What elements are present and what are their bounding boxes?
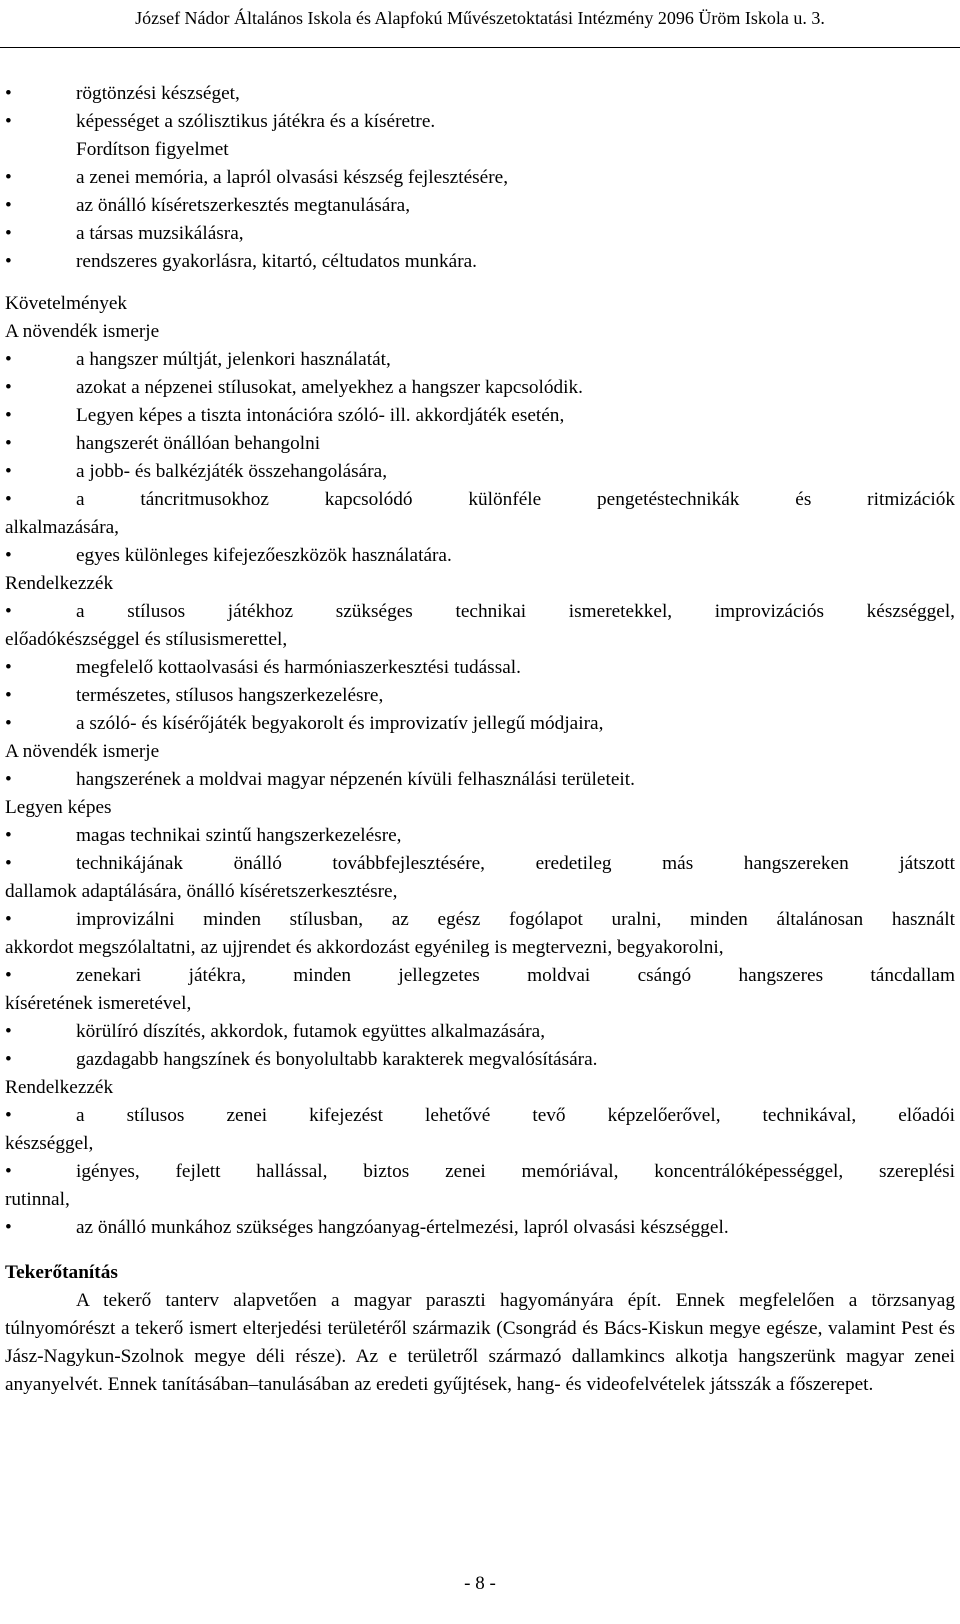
bullet-item <box>5 1102 955 1130</box>
bullet-icon: • <box>5 657 12 678</box>
bullet-icon: • <box>5 1021 12 1042</box>
bullet-item <box>5 1046 955 1074</box>
header-rule <box>0 47 960 48</box>
text-line: Rendelkezzék <box>5 573 114 594</box>
bullet-item <box>5 766 955 794</box>
bullet-item <box>5 542 955 570</box>
bullet-item <box>5 346 955 374</box>
text-line: A növendék ismerje <box>5 741 160 762</box>
bullet-icon: • <box>5 545 12 566</box>
bullet-item <box>5 1158 955 1186</box>
bullet-text-continuation: dallamok adaptálására, önálló kíséretszerkesztésre, <box>5 881 398 902</box>
body-paragraph: A tekerő tanterv alapvetően a magyar paraszti hagyományára épít. Ennek megfelelően a törzsanyag túlnyomórészt a tekerő ismert elterjedési területéről származik (Csongrád és Bács-Kiskun megye egésze, valamint Pest és Jász-Nagykun-Szolnok megye déli része). Az e területről származó dallamkincs alkotja hangszerünk magyar zenei anyanyelvét. Ennek tanításában–tanulásában az eredeti gyűjtések, hang- és videofelvételek játsszák a főszerepet. <box>5 1290 955 1395</box>
bullet-text-continuation: rutinnal, <box>5 1189 70 1210</box>
bullet-icon: • <box>5 853 12 874</box>
bullet-item <box>5 682 955 710</box>
bullet-text: igényes, fejlett hallással, biztos zenei memóriával, koncentrálóképességgel, szereplési <box>76 1161 955 1182</box>
bullet-item <box>5 80 955 108</box>
bullet-icon: • <box>5 433 12 454</box>
bullet-icon: • <box>5 83 12 104</box>
bullet-icon: • <box>5 377 12 398</box>
bullet-icon: • <box>5 825 12 846</box>
bullet-item <box>5 374 955 402</box>
spacer <box>5 1242 955 1259</box>
bullet-item <box>5 906 955 934</box>
bullet-text: természetes, stílusos hangszerkezelésre, <box>76 685 384 706</box>
bullet-item <box>5 458 955 486</box>
bullet-item <box>5 598 955 626</box>
bullet-text: a stílusos játékhoz szükséges technikai ismeretekkel, improvizációs készséggel, <box>76 601 955 622</box>
bullet-icon: • <box>5 167 12 188</box>
bullet-item <box>5 192 955 220</box>
bullet-item <box>5 108 955 136</box>
text-line: A növendék ismerje <box>5 321 160 342</box>
bullet-text: az önálló kíséretszerkesztés megtanulására, <box>76 195 411 216</box>
bullet-icon: • <box>5 713 12 734</box>
bullet-text: magas technikai szintű hangszerkezelésre, <box>76 825 402 846</box>
bullet-item <box>5 164 955 192</box>
bullet-item <box>5 1214 955 1242</box>
text-line: Legyen képes <box>5 797 112 818</box>
bullet-item <box>5 850 955 878</box>
bullet-text: technikájának önálló továbbfejlesztésére, eredetileg más hangszereken játszott <box>76 853 955 874</box>
bullet-text: a jobb- és balkézjáték összehangolására, <box>76 461 388 482</box>
section-heading: Tekerőtanítás <box>5 1262 118 1283</box>
bullet-item <box>5 1018 955 1046</box>
bullet-icon: • <box>5 489 12 510</box>
spacer <box>5 276 955 290</box>
bullet-text: a hangszer múltját, jelenkori használatát, <box>76 349 391 370</box>
page-number: - 8 - <box>464 1573 496 1594</box>
bullet-icon: • <box>5 111 12 132</box>
bullet-icon: • <box>5 461 12 482</box>
document-body <box>5 80 955 1399</box>
bullet-text: azokat a népzenei stílusokat, amelyekhez a hangszer kapcsolódik. <box>76 377 583 398</box>
bullet-icon: • <box>5 195 12 216</box>
bullet-item <box>5 220 955 248</box>
bullet-text: az önálló munkához szükséges hangzóanyag-értelmezési, lapról olvasási készséggel. <box>76 1217 729 1238</box>
text-line: Követelmények <box>5 293 128 314</box>
bullet-text: rendszeres gyakorlásra, kitartó, céltudatos munkára. <box>76 251 477 272</box>
bullet-icon: • <box>5 1217 12 1238</box>
bullet-text: egyes különleges kifejezőeszközök használatára. <box>76 545 452 566</box>
bullet-text: hangszerének a moldvai magyar népzenén kívüli felhasználási területeit. <box>76 769 635 790</box>
bullet-text: Legyen képes a tiszta intonációra szóló- ill. akkordjáték esetén, <box>76 405 565 426</box>
bullet-icon: • <box>5 1161 12 1182</box>
bullet-item <box>5 430 955 458</box>
page-header: József Nádor Általános Iskola és Alapfokú Művészetoktatási Intézmény 2096 Üröm Iskola u. 3. <box>135 8 825 28</box>
bullet-text: a táncritmusokhoz kapcsolódó különféle pengetéstechnikák és ritmizációk <box>76 489 955 510</box>
bullet-text: a szóló- és kísérőjáték begyakorolt és improvizatív jellegű módjaira, <box>76 713 604 734</box>
text-line: Fordítson figyelmet <box>76 139 229 160</box>
bullet-icon: • <box>5 965 12 986</box>
bullet-item <box>5 710 955 738</box>
bullet-text: a zenei memória, a lapról olvasási készség fejlesztésére, <box>76 167 509 188</box>
bullet-icon: • <box>5 601 12 622</box>
bullet-icon: • <box>5 769 12 790</box>
bullet-item <box>5 822 955 850</box>
bullet-icon: • <box>5 1105 12 1126</box>
bullet-text-continuation: akkordot megszólaltatni, az ujjrendet és akkordozást egyénileg is megtervezni, begyakorolni, <box>5 937 724 958</box>
bullet-icon: • <box>5 909 12 930</box>
bullet-item <box>5 962 955 990</box>
bullet-text-continuation: előadókészséggel és stílusismerettel, <box>5 629 288 650</box>
bullet-text: improvizálni minden stílusban, az egész fogólapot uralni, minden általánosan használt <box>76 909 955 930</box>
bullet-icon: • <box>5 405 12 426</box>
text-line: Rendelkezzék <box>5 1077 114 1098</box>
bullet-text: megfelelő kottaolvasási és harmóniaszerkesztési tudással. <box>76 657 521 678</box>
bullet-text-continuation: kíséretének ismeretével, <box>5 993 192 1014</box>
bullet-item <box>5 486 955 514</box>
bullet-item <box>5 654 955 682</box>
bullet-text: a társas muzsikálásra, <box>76 223 244 244</box>
bullet-text-continuation: alkalmazására, <box>5 517 120 538</box>
bullet-text: körülíró díszítés, akkordok, futamok együttes alkalmazására, <box>76 1021 546 1042</box>
bullet-text: képességet a szólisztikus játékra és a kíséretre. <box>76 111 436 132</box>
bullet-icon: • <box>5 1049 12 1070</box>
bullet-icon: • <box>5 349 12 370</box>
bullet-text-continuation: készséggel, <box>5 1133 94 1154</box>
bullet-text: zenekari játékra, minden jellegzetes moldvai csángó hangszeres táncdallam <box>76 965 955 986</box>
bullet-icon: • <box>5 251 12 272</box>
bullet-item <box>5 402 955 430</box>
bullet-icon: • <box>5 685 12 706</box>
bullet-item <box>5 248 955 276</box>
bullet-icon: • <box>5 223 12 244</box>
bullet-text: rögtönzési készséget, <box>76 83 240 104</box>
bullet-text: gazdagabb hangszínek és bonyolultabb karakterek megvalósítására. <box>76 1049 598 1070</box>
bullet-text: hangszerét önállóan behangolni <box>76 433 321 454</box>
bullet-text: a stílusos zenei kifejezést lehetővé tevő képzelőerővel, technikával, előadói <box>76 1105 955 1126</box>
